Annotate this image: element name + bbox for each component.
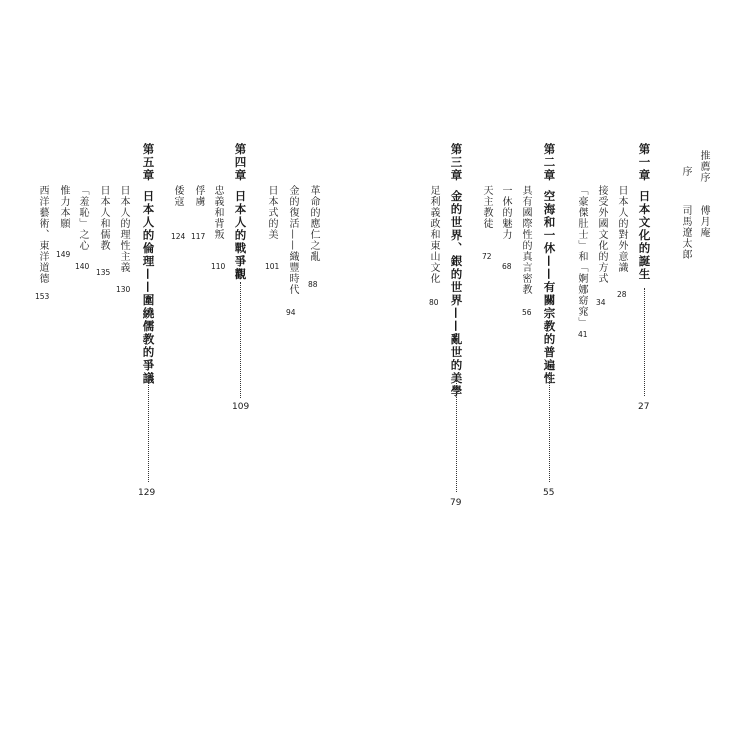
ch5-sec2-title: 日本人和儒教 bbox=[98, 185, 109, 251]
chapter-5-leader bbox=[148, 372, 149, 482]
recommend-label: 推薦序 bbox=[698, 150, 709, 183]
chapter-1-page: 27 bbox=[638, 402, 650, 412]
ch1-sec3-title: 「豪傑肚士」和「婀娜窈窕」 bbox=[576, 185, 587, 328]
ch4-sec2-page: 94 bbox=[286, 308, 296, 317]
ch5-sec1-page: 130 bbox=[116, 285, 131, 294]
ch5-sec2-page: 135 bbox=[96, 268, 111, 277]
chapter-2-label: 第二章 bbox=[542, 143, 557, 182]
ch2-sec1-page: 56 bbox=[522, 308, 532, 317]
ch2-sec2-page: 68 bbox=[502, 262, 512, 271]
ch4-sec6-title: 倭寇 bbox=[172, 185, 183, 207]
chapter-5-label: 第五章 bbox=[141, 143, 156, 182]
chapter-5-page: 129 bbox=[138, 488, 156, 498]
ch1-sec2-page: 34 bbox=[596, 298, 606, 307]
chapter-1-leader bbox=[644, 288, 645, 396]
chapter-3-title: 金的世界、銀的世界——亂世的美學 bbox=[449, 190, 464, 398]
ch5-sec3-title: 「羞恥」之心 bbox=[77, 185, 88, 251]
chapter-4-title: 日本人的戰爭觀 bbox=[233, 190, 248, 281]
chapter-5-title: 日本人的倫理——圍繞儒教的爭議 bbox=[141, 190, 156, 385]
ch2-sec3-title: 天主教徒 bbox=[481, 185, 492, 229]
chapter-2-title: 空海和一休——有關宗教的普遍性 bbox=[542, 190, 557, 385]
chapter-1-label: 第一章 bbox=[637, 143, 652, 182]
ch5-sec4-page: 149 bbox=[56, 250, 71, 259]
ch4-sec3-title: 日本式的美 bbox=[266, 185, 277, 240]
chapter-3-page: 79 bbox=[450, 498, 462, 508]
chapter-4-leader bbox=[240, 282, 241, 398]
recommend-author: 傅月庵 bbox=[698, 205, 709, 238]
ch1-sec2-title: 接受外國文化的方式 bbox=[596, 185, 607, 284]
preface-author: 司馬遼太郎 bbox=[680, 205, 691, 260]
ch5-sec5-page: 153 bbox=[35, 292, 50, 301]
ch5-sec3-page: 140 bbox=[75, 262, 90, 271]
ch4-sec5-title: 俘虜 bbox=[193, 185, 204, 207]
ch2-sec2-title: 一休的魅力 bbox=[500, 185, 511, 240]
ch4-sec2-title: 金的復活——織豐時代 bbox=[287, 185, 298, 295]
chapter-1-title: 日本文化的誕生 bbox=[637, 190, 652, 281]
ch1-sec1-title: 日本人的對外意識 bbox=[616, 185, 627, 273]
chapter-2-leader bbox=[549, 372, 550, 482]
chapter-3-label: 第三章 bbox=[449, 143, 464, 182]
ch5-sec5-title: 西洋藝術、東洋道德 bbox=[37, 185, 48, 284]
ch4-sec1-page: 88 bbox=[308, 280, 318, 289]
ch5-sec4-title: 惟力本願 bbox=[58, 185, 69, 229]
ch1-sec3-page: 41 bbox=[578, 330, 588, 339]
ch4-sec5-page: 117 bbox=[191, 232, 206, 241]
preface-label: 序 bbox=[680, 166, 691, 177]
ch4-sec1-title: 革命的應仁之亂 bbox=[308, 185, 319, 262]
ch4-sec4-title: 忠義和背叛 bbox=[212, 185, 223, 240]
ch5-sec1-title: 日本人的理性主義 bbox=[118, 185, 129, 273]
ch2-sec1-title: 具有國際性的真言密教 bbox=[520, 185, 531, 295]
ch1-sec1-page: 28 bbox=[617, 290, 627, 299]
chapter-4-label: 第四章 bbox=[233, 143, 248, 182]
ch4-sec4-page: 110 bbox=[211, 262, 226, 271]
chapter-4-page: 109 bbox=[232, 402, 250, 412]
chapter-3-leader bbox=[456, 380, 457, 492]
ch2-sec3-page: 72 bbox=[482, 252, 492, 261]
chapter-2-page: 55 bbox=[543, 488, 555, 498]
ch4-sec6-page: 124 bbox=[171, 232, 186, 241]
ch3-sec1-page: 80 bbox=[429, 298, 439, 307]
ch3-sec1-title: 足利義政和東山文化 bbox=[428, 185, 439, 284]
ch4-sec3-page: 101 bbox=[265, 262, 280, 271]
